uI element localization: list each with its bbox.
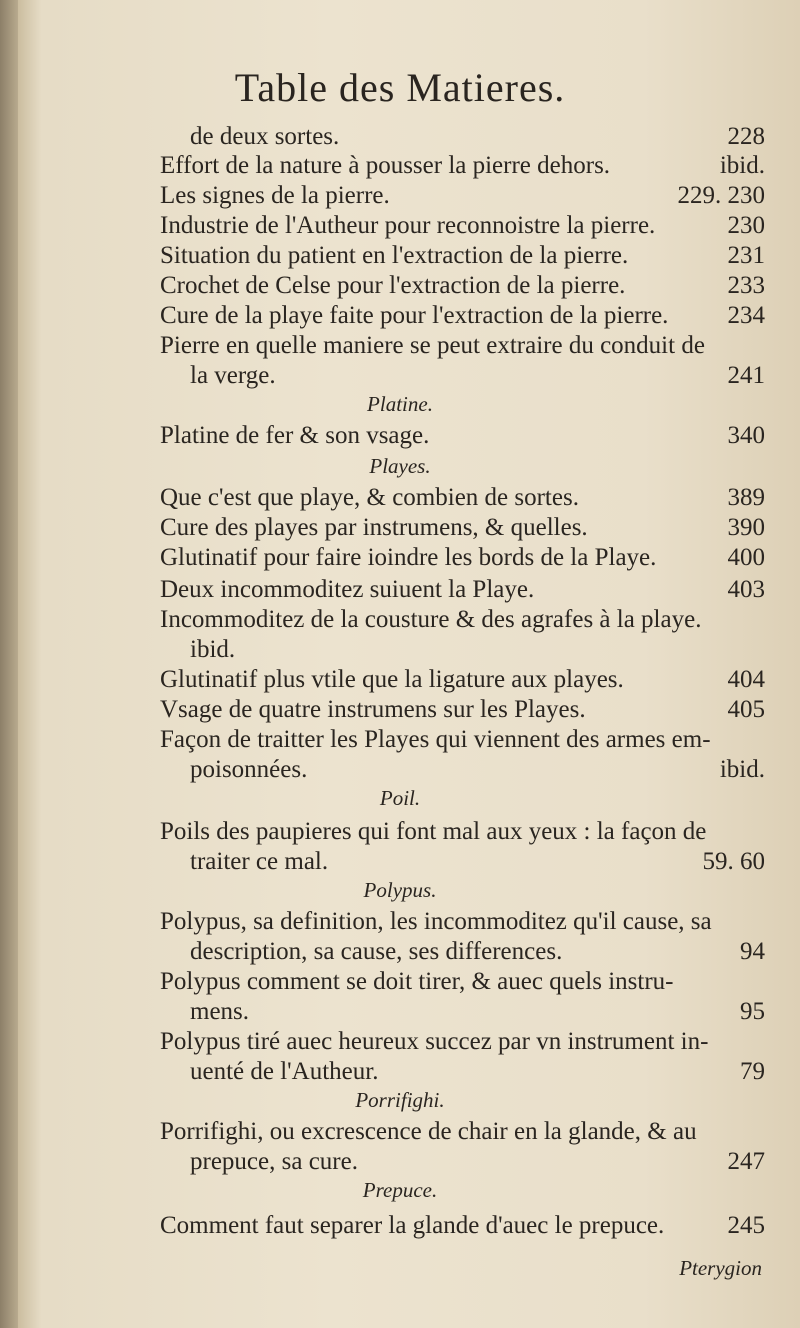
entry-page-number: 400 <box>727 544 765 571</box>
entry-text: Polypus, sa definition, les incommoditez qu'il cause, sa <box>160 908 712 935</box>
entry-text: Cure de la playe faite pour l'extraction de la pierre. <box>160 302 669 329</box>
entry-page-number: ibid. <box>719 756 765 783</box>
entry-text: de deux sortes. <box>190 123 340 150</box>
entry-text: Les signes de la pierre. <box>160 182 390 209</box>
entry-text: mens. <box>190 998 250 1025</box>
index-entry <box>160 484 765 516</box>
entry-page-number: 95 <box>740 998 765 1025</box>
index-entry <box>160 726 765 758</box>
index-entry <box>160 242 765 274</box>
book-gutter <box>0 0 18 1328</box>
index-entry <box>160 938 765 970</box>
entry-page-number: 389 <box>727 484 765 511</box>
section-heading: Prepuce. <box>362 1178 438 1202</box>
entry-text: la verge. <box>190 362 276 389</box>
entry-text: Glutinatif plus vtile que la ligature aux playes. <box>160 666 624 693</box>
index-entry <box>160 1058 765 1090</box>
entry-page-number: 247 <box>727 1148 765 1175</box>
entry-text: Vsage de quatre instrumens sur les Playes. <box>160 696 586 723</box>
entry-text: uenté de l'Autheur. <box>190 1058 379 1085</box>
index-entry <box>160 514 765 546</box>
index-entry <box>160 123 765 155</box>
entry-text: traiter ce mal. <box>190 848 329 875</box>
index-entry <box>160 1148 765 1180</box>
entry-text: Effort de la nature à pousser la pierre dehors. <box>160 152 611 179</box>
entry-text: prepuce, sa cure. <box>190 1148 358 1175</box>
section-heading: Playes. <box>369 454 431 478</box>
entry-text: Crochet de Celse pour l'extraction de la pierre. <box>160 272 626 299</box>
entry-page-number: ibid. <box>719 152 765 179</box>
entry-text: Platine de fer & son vsage. <box>160 422 430 449</box>
index-entry <box>160 606 765 638</box>
entry-text: Cure des playes par instrumens, & quelles. <box>160 514 588 541</box>
index-entry <box>160 696 765 728</box>
entry-page-number: 404 <box>727 666 765 693</box>
entry-text: Poils des paupieres qui font mal aux yeux : la façon de <box>160 818 707 845</box>
entry-page-number: 228 <box>727 123 765 150</box>
index-entry <box>160 272 765 304</box>
index-entry <box>160 848 765 880</box>
entry-page-number: 79 <box>740 1058 765 1085</box>
entry-page-number: 340 <box>727 422 765 449</box>
entry-text: Façon de traitter les Playes qui viennent des armes em- <box>160 726 711 753</box>
entry-text: Pierre en quelle maniere se peut extraire du conduit de <box>160 332 705 359</box>
entry-page-number: 229. 230 <box>677 182 765 209</box>
index-entry <box>160 968 765 1000</box>
catchword: Pterygion <box>679 1256 762 1280</box>
entry-page-number: 405 <box>727 696 765 723</box>
entry-page-number: 241 <box>727 362 765 389</box>
section-heading: Polypus. <box>363 878 437 902</box>
entry-text: Que c'est que playe, & combien de sortes. <box>160 484 579 511</box>
index-entry <box>160 1028 765 1060</box>
entry-page-number: 245 <box>727 1212 765 1239</box>
entry-page-number: 390 <box>727 514 765 541</box>
entry-text: Industrie de l'Autheur pour reconnoistre la pierre. <box>160 212 656 239</box>
index-entry <box>160 212 765 244</box>
entry-text: Deux incommoditez suiuent la Playe. <box>160 576 535 603</box>
index-entry <box>160 544 765 576</box>
entry-text: Glutinatif pour faire ioindre les bords de la Playe. <box>160 544 657 571</box>
index-entry <box>160 998 765 1030</box>
entry-page-number: 403 <box>727 576 765 603</box>
entry-page-number: 94 <box>740 938 765 965</box>
index-entry <box>160 756 765 788</box>
index-entry <box>160 1212 765 1244</box>
index-entry <box>160 666 765 698</box>
index-entry <box>160 576 765 608</box>
index-entry <box>160 636 765 668</box>
entry-text: Incommoditez de la cousture & des agrafes à la playe. <box>160 606 702 633</box>
section-heading: Poil. <box>379 786 421 810</box>
index-entry <box>160 1118 765 1150</box>
index-entry <box>160 908 765 940</box>
entry-text: description, sa cause, ses differences. <box>190 938 563 965</box>
index-entry <box>160 362 765 394</box>
index-entry <box>160 182 765 214</box>
entry-text: ibid. <box>190 636 236 663</box>
page-title: Table des Matieres. <box>234 65 566 110</box>
index-entry <box>160 332 765 364</box>
index-entry <box>160 302 765 334</box>
entry-text: poisonnées. <box>190 756 308 783</box>
index-entry <box>160 152 765 184</box>
entry-text: Comment faut separer la glande d'auec le prepuce. <box>160 1212 665 1239</box>
entry-page-number: 231 <box>727 242 765 269</box>
entry-page-number: 59. 60 <box>702 848 765 875</box>
section-heading: Platine. <box>367 392 433 416</box>
index-entry <box>160 422 765 454</box>
index-entry <box>160 818 765 850</box>
entry-page-number: 230 <box>727 212 765 239</box>
entry-text: Polypus comment se doit tirer, & auec quels instru- <box>160 968 674 995</box>
entry-page-number: 233 <box>727 272 765 299</box>
entry-text: Porrifighi, ou excrescence de chair en la glande, & au <box>160 1118 697 1145</box>
entry-text: Polypus tiré auec heureux succez par vn instrument in- <box>160 1028 709 1055</box>
entry-text: Situation du patient en l'extraction de la pierre. <box>160 242 629 269</box>
entry-page-number: 234 <box>727 302 765 329</box>
section-heading: Porrifighi. <box>355 1088 445 1112</box>
